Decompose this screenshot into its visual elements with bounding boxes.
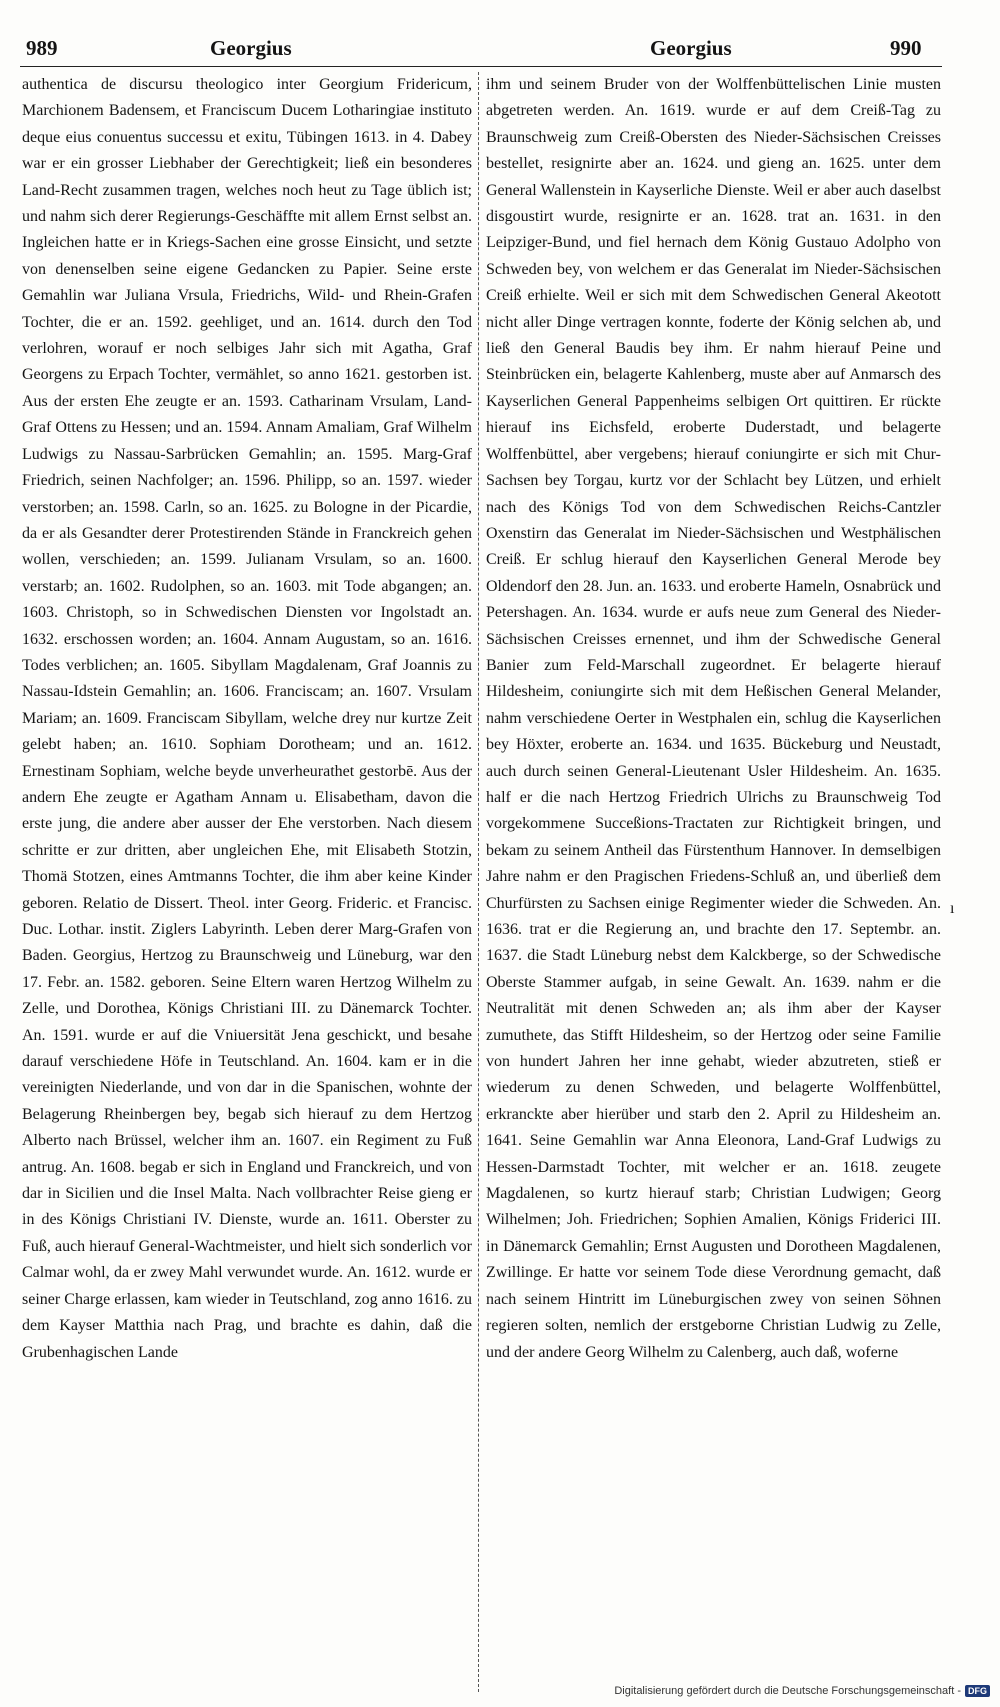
margin-mark: ı — [950, 900, 955, 917]
page-number-right: 990 — [890, 36, 922, 60]
text-column-left — [22, 72, 472, 1672]
column-left-text: authentica de discursu theologico inter Georgium Fridericum, Marchionem Badensem, et Franciscum Ducem Lotharingiae instituto deque eius conuentus successu et exitu, Tübingen 1613. in 4. Dabey war er ein grosser Liebhaber der Gerechtigkeit; ließ ein besonderes Land-Recht zusammen tragen, welches noch heut zu Tage üblich ist; und nahm sich derer Regierungs-Geschäffte mit allem Ernst selbst an. Ingleichen hatte er in Kriegs-Sachen eine grosse Einsicht, und setzte von denenselben seine eigene Gedancken zu Papier. Seine erste Gemahlin war Juliana Vrsula, Friedrichs, Wild- und Rhein-Grafen Tochter, die er an. 1592. geehliget, und an. 1614. durch den Tod verlohren, worauf er noch selbiges Jahr sich mit Agatha, Graf Georgens zu Erpach Tochter, vermählet, so anno 1621. gestorben ist. Aus der ersten Ehe zeugte er an. 1593. Catharinam Vrsulam, Land-Graf Ottens zu Hessen; und an. 1594. Annam Amaliam, Graf Wilhelm Ludwigs zu Nassau-Sarbrücken Gemahlin; an. 1595. Marg-Graf Friedrich, seinen Nachfolger; an. 1596. Philipp, so an. 1597. wieder verstorben; an. 1598. Carln, so an. 1625. zu Bologne in der Picardie, da er als Gesandter derer Protestirenden Stände in Franckreich gehen wollen, verschieden; an. 1599. Julianam Vrsulam, so an. 1600. verstarb; an. 1602. Rudolphen, so an. 1603. mit Tode abgangen; an. 1603. Christoph, so in Schwedischen Diensten vor Ingolstadt an. 1632. erschossen worden; an. 1604. Annam Augustam, so an. 1616. Todes verblichen; an. 1605. Sibyllam Magdalenam, Graf Joannis zu Nassau-Idstein Gemahlin; an. 1606. Franciscam; an. 1607. Vrsulam Mariam; an. 1609. Franciscam Sibyllam, welche drey nur kurtze Zeit gelebt haben; an. 1610. Sophiam Dorotheam; und an. 1612. Ernestinam Sophiam, welche beyde unverheurathet gestorbē. Aus der andern Ehe zeugte er Agatham Annam u. Elisabetham, davon die erste jung, die andere aber ausser der Ehe verstorben. Nach diesem schritte er zur dritten, aber ungleichen Ehe, mit Elisabeth Stotzin, Thomä Stotzen, eines Amtmanns Tochter, die ihm aber keine Kinder geboren. Relatio de Dissert. Theol. inter Georg. Frideric. et Francisc. Duc. Lothar. instit. Ziglers Labyrinth. Leben derer Marg-Grafen von Baden. Georgius, Hertzog zu Braunschweig und Lüneburg, war den 17. Febr. an. 1582. geboren. Seine Eltern waren Hertzog Wilhelm zu Zelle, und Dorothea, Königs Christiani III. zu Dänemarck Tochter. An. 1591. wurde er auf die Vniuersität Jena geschickt, und besahe darauf verschiedene Höfe in Teutschland. An. 1604. kam er in die vereinigten Niederlande, und von dar in die Spanischen, wohnte der Belagerung Rheinbergen bey, begab sich hierauf zu dem Hertzog Alberto nach Brüssel, welcher ihm an. 1607. ein Regiment zu Fuß antrug. An. 1608. begab er sich in England und Franckreich, und von dar in Sicilien und die Insel Malta. Nach vollbrachter Reise gieng er in des Königs Christiani IV. Dienste, wurde an. 1611. Oberster zu Fuß, auch hierauf General-Wachtmeister, und hielt sich sonderlich vor Calmar wohl, da er zwey Mahl verwundet wurde. An. 1612. wurde er seiner Charge erlassen, kam wieder in Teutschland, zog anno 1616. zu dem Kayser Matthia nach Prag, und brachte es dahin, daß die Grubenhagischen Lande — [22, 76, 472, 1361]
page-header — [20, 32, 942, 67]
dfg-logo-icon: DFG — [965, 1685, 990, 1697]
running-title-left: Georgius — [210, 36, 292, 60]
page-number-left: 989 — [26, 36, 58, 60]
text-column-right — [486, 72, 941, 1672]
digitization-footer — [614, 1685, 990, 1697]
running-title-right: Georgius — [650, 36, 732, 60]
column-divider — [478, 72, 479, 1692]
footer-text: Digitalisierung gefördert durch die Deutsche Forschungsgemeinschaft - — [614, 1685, 961, 1697]
column-right-text: ihm und seinem Bruder von der Wolffenbüttelischen Linie musten abgetreten werden. An. 1619. wurde er auf dem Creiß-Tag zu Braunschweig zum Creiß-Obersten des Nieder-Sächsischen Creisses bestellet, resignirte aber an. 1624. und gieng an. 1625. unter dem General Wallenstein in Kayserliche Dienste. Weil er aber auch daselbst disgoustirt wurde, resignirte er an. 1628. trat an. 1631. in den Leipziger-Bund, und fiel hernach dem König Gustauo Adolpho von Schweden bey, von welchem er das Generalat im Nieder-Sächsischen Creiß erhielte. Weil er sich mit dem Schwedischen General Akeotott nicht aller Dinge vertragen konnte, foderte der König selchen ab, und ließ den General Baudis bey ihm. Er nahm hierauf Peine und Steinbrücken ein, belagerte Kahlenberg, muste aber auf Anmarsch des Kayserlichen General Pappenheims selbigen Ort quittiren. Er rückte hierauf ins Eichsfeld, eroberte Duderstadt, und belagerte Wolffenbüttel, aber vergebens; hierauf coniungirte er sich mit Chur-Sachsen bey Torgau, kurtz vor der Schlacht bey Lützen, und erhielt nach des Königs Tod von dem Schwedischen Reichs-Cantzler Oxenstirn das Generalat im Nieder-Sächsischen und Westphälischen Creiß. Er schlug hierauf den Kayserlichen General Merode bey Oldendorf den 28. Jun. an. 1633. und eroberte Hameln, Osnabrück und Petershagen. An. 1634. wurde er aufs neue zum General des Nieder-Sächsischen Creisses ernennet, und ihm der Schwedische General Banier zum Feld-Marschall zugeordnet. Er belagerte hierauf Hildesheim, coniungirte sich mit dem Heßischen General Melander, nahm verschiedene Oerter in Westphalen ein, schlug die Kayserlichen bey Höxter, eroberte an. 1634. und 1635. Bückeburg und Neustadt, auch durch seinen General-Lieutenant Usler Hildesheim. An. 1635. half er die nach Hertzog Friedrich Ulrichs zu Braunschweig Tod vorgekommene Succeßions-Tractaten zur Richtigkeit bringen, und bekam zu seinem Antheil das Fürstenthum Hannover. In demselbigen Jahre nahm er den Pragischen Friedens-Schluß an, und überließ dem Churfürsten zu Sachsen einige Regimenter wieder die Schweden. An. 1636. trat er die Regierung an, und brachte den 17. Septembr. an. 1637. die Stadt Lüneburg nebst dem Kalckberge, so der Schwedische Oberste Stammer aufgab, in seine Gewalt. An. 1639. nahm er die Neutralität mit denen Schweden an; als ihm aber der Kayser zumuthete, das Stifft Hildesheim, so der Hertzog oder seine Familie von hundert Jahren her inne gehabt, wieder abzutreten, stieß er wiederum zu denen Schweden, und belagerte Wolffenbüttel, erkranckte aber hierüber und starb den 2. April zu Hildesheim an. 1641. Seine Gemahlin war Anna Eleonora, Land-Graf Ludwigs zu Hessen-Darmstadt Tochter, mit welcher er an. 1618. zeugete Magdalenen, so kurtz hierauf starb; Christian Ludwigen; Georg Wilhelmen; Joh. Friedrichen; Sophien Amalien, Königs Friderici III. in Dänemarck Gemahlin; Ernst Augusten und Dorotheen Magdalenen, Zwillinge. Er hatte vor seinem Tode diese Verordnung gemacht, daß nach seinem Hintritt im Lüneburgischen zwey von seinen Söhnen regieren solten, nemlich der erstgeborne Christian Ludwig zu Zelle, und der andere Georg Wilhelm zu Calenberg, auch daß, woferne — [486, 76, 941, 1361]
